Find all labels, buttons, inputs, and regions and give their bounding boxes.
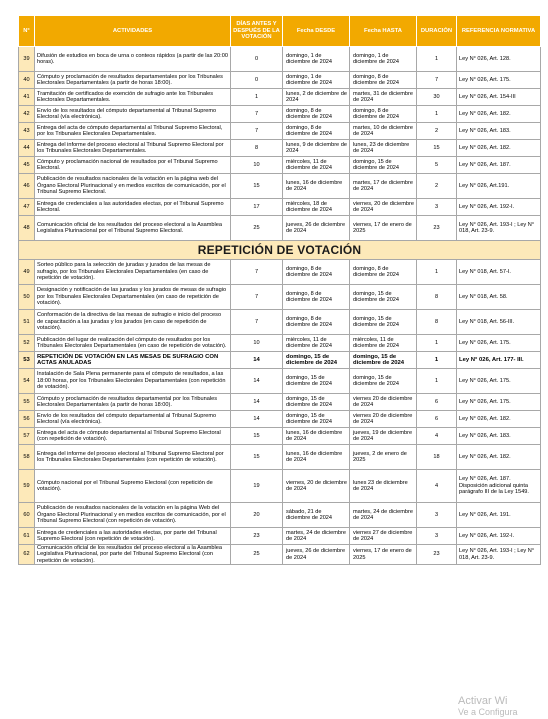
row-reference: Ley N° 018, Art. 57-I.	[457, 260, 541, 285]
row-date-to: domingo, 8 de diciembre de 2024	[350, 72, 417, 89]
row-date-to: viernes, 17 de enero de 2025	[350, 216, 417, 241]
row-number: 61	[19, 528, 35, 545]
row-duration: 1	[417, 106, 457, 123]
row-duration: 23	[417, 545, 457, 565]
row-activity: Cómputo nacional por el Tribunal Supremo Electoral (con repetición de votación).	[35, 470, 231, 503]
row-number: 46	[19, 174, 35, 199]
table-row	[19, 394, 541, 411]
row-days: 20	[231, 503, 283, 528]
row-activity: Publicación del lugar de realización del cómputo de resultados por los Tribunales Electorales Departamentales (en caso de repetición de votación).	[35, 335, 231, 352]
row-date-from: lunes, 16 de diciembre de 2024	[283, 174, 350, 199]
row-number: 62	[19, 545, 35, 565]
row-duration: 1	[417, 352, 457, 369]
row-duration: 2	[417, 174, 457, 199]
row-date-to: martes, 31 de diciembre de 2024	[350, 89, 417, 106]
row-reference: Ley N° 026, Art. 192-I.	[457, 528, 541, 545]
row-activity: Conformación de la directiva de las mesas de sufragio e inicio del proceso de capacitación a las juradas y los jurados (en caso de repetición de votación).	[35, 310, 231, 335]
row-date-to: domingo, 15 de diciembre de 2024	[350, 157, 417, 174]
row-days: 14	[231, 411, 283, 428]
row-date-from: domingo, 15 de diciembre de 2024	[283, 411, 350, 428]
row-date-to: domingo, 15 de diciembre de 2024	[350, 369, 417, 394]
table-row	[19, 285, 541, 310]
row-duration: 1	[417, 369, 457, 394]
table-row	[19, 72, 541, 89]
row-days: 0	[231, 72, 283, 89]
row-date-from: domingo, 15 de diciembre de 2024	[283, 394, 350, 411]
row-duration: 2	[417, 123, 457, 140]
row-date-to: domingo, 8 de diciembre de 2024	[350, 106, 417, 123]
row-number: 47	[19, 199, 35, 216]
row-duration: 8	[417, 285, 457, 310]
table-row	[19, 545, 541, 565]
row-duration: 3	[417, 528, 457, 545]
row-duration: 1	[417, 47, 457, 72]
row-days: 7	[231, 310, 283, 335]
row-days: 25	[231, 545, 283, 565]
row-activity: Envío de los resultados del cómputo departamental al Tribunal Supremo Electoral (vía electrónica).	[35, 411, 231, 428]
table-row	[19, 352, 541, 369]
row-activity: Entrega de credenciales a las autoridades electas, por parte del Tribunal Supremo Electoral (con repetición de votación).	[35, 528, 231, 545]
row-duration: 6	[417, 394, 457, 411]
row-date-from: domingo, 8 de diciembre de 2024	[283, 310, 350, 335]
row-number: 48	[19, 216, 35, 241]
row-reference: Ley N° 026, Art. 183.	[457, 428, 541, 445]
row-date-from: domingo, 15 de diciembre de 2024	[283, 369, 350, 394]
row-date-to: miércoles, 11 de diciembre de 2024	[350, 335, 417, 352]
row-reference: Ley N° 026, Art. 175.	[457, 394, 541, 411]
row-reference: Ley N° 026, Art. 187. Disposición adicional quinta parágrafo III de la Ley 1549.	[457, 470, 541, 503]
header-number: N°	[19, 16, 35, 47]
row-days: 1	[231, 89, 283, 106]
row-date-to: martes, 10 de diciembre de 2024	[350, 123, 417, 140]
row-days: 7	[231, 260, 283, 285]
watermark-line-1: Activar Wi	[458, 695, 508, 707]
row-number: 51	[19, 310, 35, 335]
row-activity: Entrega del acta de cómputo departamental al Tribunal Supremo Electoral, por los Tribunales Electorales Departamentales.	[35, 123, 231, 140]
row-duration: 4	[417, 470, 457, 503]
table-row	[19, 123, 541, 140]
section-repeticion	[19, 241, 541, 260]
row-date-to: domingo, 1 de diciembre de 2024	[350, 47, 417, 72]
row-reference: Ley N° 018, Art. 58.	[457, 285, 541, 310]
row-activity: Entrega del informe del proceso electoral al Tribunal Supremo Electoral por los Tribunales Electorales Departamentales (con repetición de votación).	[35, 445, 231, 470]
row-date-from: sábado, 21 de diciembre de 2024	[283, 503, 350, 528]
row-days: 7	[231, 106, 283, 123]
table-row	[19, 335, 541, 352]
row-date-from: domingo, 8 de diciembre de 2024	[283, 260, 350, 285]
header-date-to: Fecha HASTA	[350, 16, 417, 47]
row-date-to: martes, 17 de diciembre de 2024	[350, 174, 417, 199]
row-duration: 3	[417, 199, 457, 216]
row-date-from: miércoles, 18 de diciembre de 2024	[283, 199, 350, 216]
row-number: 60	[19, 503, 35, 528]
row-date-from: domingo, 8 de diciembre de 2024	[283, 106, 350, 123]
row-number: 41	[19, 89, 35, 106]
table-row	[19, 369, 541, 394]
row-duration: 30	[417, 89, 457, 106]
row-activity: Envío de los resultados del cómputo departamental al Tribunal Supremo Electoral (vía electrónica).	[35, 106, 231, 123]
row-date-from: lunes, 9 de diciembre de 2024	[283, 140, 350, 157]
row-days: 8	[231, 140, 283, 157]
row-number: 39	[19, 47, 35, 72]
row-activity: Entrega del informe del proceso electoral al Tribunal Supremo Electoral por los Tribunales Electorales Departamentales.	[35, 140, 231, 157]
row-days: 19	[231, 470, 283, 503]
row-duration: 1	[417, 260, 457, 285]
header-date-from: Fecha DESDE	[283, 16, 350, 47]
row-days: 0	[231, 47, 283, 72]
row-reference: Ley N° 018, Art. 56-III.	[457, 310, 541, 335]
table-row	[19, 89, 541, 106]
row-date-from: viernes, 20 de diciembre de 2024	[283, 470, 350, 503]
table-row	[19, 470, 541, 503]
row-activity: Sorteo público para la selección de juradas y jurados de las mesas de sufragio, por los Tribunales Electorales Departamentales (en caso de repetición de votación).	[35, 260, 231, 285]
row-date-from: miércoles, 11 de diciembre de 2024	[283, 157, 350, 174]
row-activity: Cómputo y proclamación de resultados departamental por los Tribunales Electorales Departamentales (a partir de horas 18:00).	[35, 394, 231, 411]
row-days: 14	[231, 394, 283, 411]
row-reference: Ley N° 026, Art. 128.	[457, 47, 541, 72]
row-activity: Comunicación oficial de los resultados del proceso electoral a la Asamblea Legislativa Plurinacional por el Tribunal Supremo Electoral.	[35, 216, 231, 241]
row-number: 59	[19, 470, 35, 503]
row-duration: 8	[417, 310, 457, 335]
row-date-from: jueves, 26 de diciembre de 2024	[283, 545, 350, 565]
row-date-from: lunes, 16 de diciembre de 2024	[283, 428, 350, 445]
row-activity: REPETICIÓN DE VOTACIÓN EN LAS MESAS DE SUFRAGIO CON ACTAS ANULADAS	[35, 352, 231, 369]
row-date-from: domingo, 1 de diciembre de 2024	[283, 47, 350, 72]
row-days: 10	[231, 335, 283, 352]
row-date-to: lunes, 23 de diciembre de 2024	[350, 140, 417, 157]
row-activity: Instalación de Sala Plena permanente para el cómputo de resultados, a las 18:00 horas, por los Tribunales Electorales Departamentales (con repetición de votación).	[35, 369, 231, 394]
table-row	[19, 503, 541, 528]
table-body-repeticion	[19, 260, 541, 565]
row-duration: 15	[417, 140, 457, 157]
table-body-main	[19, 47, 541, 241]
section-title: REPETICIÓN DE VOTACIÓN	[19, 241, 541, 260]
row-number: 43	[19, 123, 35, 140]
row-reference: Ley N° 026, Art. 182.	[457, 445, 541, 470]
header-activities: ACTIVIDADES	[35, 16, 231, 47]
row-date-to: viernes 20 de diciembre de 2024	[350, 394, 417, 411]
table-row	[19, 445, 541, 470]
activation-watermark	[458, 696, 548, 717]
row-number: 50	[19, 285, 35, 310]
row-activity: Difusión de estudios en boca de urna o conteos rápidos (a partir de las 20:00 horas).	[35, 47, 231, 72]
row-date-to: lunes 23 de diciembre de 2024	[350, 470, 417, 503]
row-days: 7	[231, 285, 283, 310]
row-activity: Entrega del acta de cómputo departamental al Tribunal Supremo Electoral (con repetición de votación).	[35, 428, 231, 445]
header-reference: REFERENCIA NORMATIVA	[457, 16, 541, 47]
row-date-from: domingo, 1 de diciembre de 2024	[283, 72, 350, 89]
table-row	[19, 260, 541, 285]
row-number: 42	[19, 106, 35, 123]
table-row	[19, 106, 541, 123]
row-activity: Cómputo y proclamación de resultados departamentales por los Tribunales Electorales Departamentales (a partir de horas 18:00).	[35, 72, 231, 89]
row-date-to: domingo, 15 de diciembre de 2024	[350, 285, 417, 310]
row-reference: Ley N° 026, Art. 183.	[457, 123, 541, 140]
row-date-to: jueves, 19 de diciembre de 2024	[350, 428, 417, 445]
row-days: 15	[231, 445, 283, 470]
row-reference: Ley N° 026, Art. 175.	[457, 72, 541, 89]
row-number: 57	[19, 428, 35, 445]
row-reference: Ley N° 026, Art. 187.	[457, 157, 541, 174]
row-number: 56	[19, 411, 35, 428]
row-reference: Ley N° 026, Art. 193-I ; Ley N° 018, Art. 23-9.	[457, 216, 541, 241]
row-duration: 5	[417, 157, 457, 174]
row-activity: Comunicación oficial de los resultados del proceso electoral a la Asamblea Legislativa Plurinacional, por parte del Tribunal Supremo Electoral (con repetición de votación).	[35, 545, 231, 565]
row-days: 10	[231, 157, 283, 174]
row-date-from: domingo, 15 de diciembre de 2024	[283, 352, 350, 369]
row-date-from: lunes, 16 de diciembre de 2024	[283, 445, 350, 470]
table-row	[19, 199, 541, 216]
table-row	[19, 528, 541, 545]
row-reference: Ley N° 026, Art. 182.	[457, 140, 541, 157]
row-days: 15	[231, 428, 283, 445]
table-row	[19, 140, 541, 157]
row-date-to: martes, 24 de diciembre de 2024	[350, 503, 417, 528]
row-date-from: lunes, 2 de diciembre de 2024	[283, 89, 350, 106]
row-reference: Ley N° 026, Art. 191.	[457, 503, 541, 528]
row-reference: Ley N° 026, Art.191.	[457, 174, 541, 199]
table-row	[19, 174, 541, 199]
row-days: 17	[231, 199, 283, 216]
row-activity: Publicación de resultados nacionales de la votación en la página Web del Órgano Electoral Plurinacional y en medios escritos de comunicación, por el Tribunal Supremo Electoral (con repetición de votación).	[35, 503, 231, 528]
row-duration: 4	[417, 428, 457, 445]
row-reference: Ley N° 026, Art. 175.	[457, 335, 541, 352]
row-days: 14	[231, 369, 283, 394]
row-number: 49	[19, 260, 35, 285]
row-date-to: jueves, 2 de enero de 2025	[350, 445, 417, 470]
row-number: 40	[19, 72, 35, 89]
row-date-to: viernes, 20 de diciembre de 2024	[350, 199, 417, 216]
row-number: 44	[19, 140, 35, 157]
row-date-to: domingo, 15 de diciembre de 2024	[350, 352, 417, 369]
header-days: DÍAS ANTES Y DESPUÉS DE LA VOTACIÓN	[231, 16, 283, 47]
table-row	[19, 47, 541, 72]
row-date-to: viernes 20 de diciembre de 2024	[350, 411, 417, 428]
row-activity: Tramitación de certificados de exención de sufragio ante los Tribunales Electorales Departamentales.	[35, 89, 231, 106]
row-date-to: viernes 27 de diciembre de 2024	[350, 528, 417, 545]
row-reference: Ley N° 026, Art. 182.	[457, 411, 541, 428]
row-number: 58	[19, 445, 35, 470]
header-duration: DURACIÓN	[417, 16, 457, 47]
row-date-from: domingo, 8 de diciembre de 2024	[283, 285, 350, 310]
row-activity: Cómputo y proclamación nacional de resultados por el Tribunal Supremo Electoral.	[35, 157, 231, 174]
row-number: 52	[19, 335, 35, 352]
calendar-table	[18, 15, 541, 565]
row-duration: 7	[417, 72, 457, 89]
row-date-to: domingo, 8 de diciembre de 2024	[350, 260, 417, 285]
row-date-from: martes, 24 de diciembre de 2024	[283, 528, 350, 545]
table-row	[19, 216, 541, 241]
row-date-from: domingo, 8 de diciembre de 2024	[283, 123, 350, 140]
row-number: 54	[19, 369, 35, 394]
row-duration: 6	[417, 411, 457, 428]
row-days: 7	[231, 123, 283, 140]
row-duration: 23	[417, 216, 457, 241]
watermark-line-2: Ve a Configura	[458, 707, 518, 717]
row-days: 14	[231, 352, 283, 369]
row-reference: Ley N° 026, Art. 154-III	[457, 89, 541, 106]
row-date-to: domingo, 15 de diciembre de 2024	[350, 310, 417, 335]
row-date-from: miércoles, 11 de diciembre de 2024	[283, 335, 350, 352]
row-number: 45	[19, 157, 35, 174]
row-duration: 3	[417, 503, 457, 528]
row-number: 53	[19, 352, 35, 369]
row-activity: Publicación de resultados nacionales de la votación en la página web del Órgano Electoral Plurinacional y en medios escritos de comunicación, por el Tribunal Supremo Electoral.	[35, 174, 231, 199]
row-days: 25	[231, 216, 283, 241]
row-activity: Entrega de credenciales a las autoridades electas, por el Tribunal Supremo Electoral.	[35, 199, 231, 216]
row-days: 15	[231, 174, 283, 199]
header-row	[19, 16, 541, 47]
table-row	[19, 428, 541, 445]
row-reference: Ley N° 026, Art. 182.	[457, 106, 541, 123]
table-row	[19, 157, 541, 174]
row-date-from: jueves, 26 de diciembre de 2024	[283, 216, 350, 241]
row-number: 55	[19, 394, 35, 411]
row-activity: Designación y notificación de las juradas y los jurados de mesas de sufragio por los Tribunales Electorales Departamentales (en caso de repetición de votación).	[35, 285, 231, 310]
row-duration: 1	[417, 335, 457, 352]
section-row	[19, 241, 541, 260]
row-reference: Ley N° 026, Art. 193-I ; Ley N° 018, Art. 23-9.	[457, 545, 541, 565]
table-row	[19, 310, 541, 335]
row-reference: Ley N° 026, Art. 192-I.	[457, 199, 541, 216]
row-days: 23	[231, 528, 283, 545]
table-row	[19, 411, 541, 428]
row-reference: Ley N° 026, Art. 177- III.	[457, 352, 541, 369]
row-date-to: viernes, 17 de enero de 2025	[350, 545, 417, 565]
row-reference: Ley N° 026, Art. 175.	[457, 369, 541, 394]
row-duration: 18	[417, 445, 457, 470]
